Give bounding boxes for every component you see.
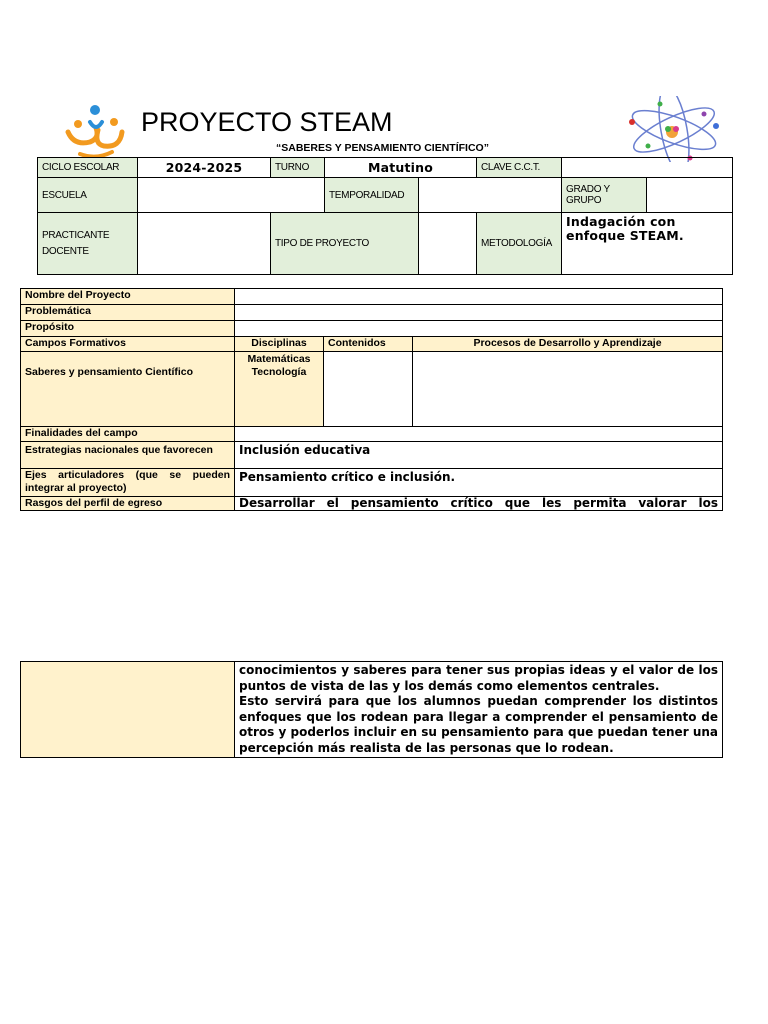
metodologia-label: METODOLOGÍA <box>477 213 562 275</box>
disciplinas-value <box>235 352 324 427</box>
rasgos-value-continuation <box>235 662 723 758</box>
ciclo-escolar-label: CICLO ESCOLAR <box>38 158 138 178</box>
estrategias-label: Estrategias nacionales que favorecen <box>21 442 235 469</box>
temporalidad-value[interactable] <box>419 178 562 213</box>
procesos-value[interactable] <box>413 352 723 427</box>
grado-grupo-value[interactable] <box>647 178 733 213</box>
turno-label: TURNO <box>271 158 325 178</box>
finalidades-value[interactable] <box>235 427 723 442</box>
contenidos-value[interactable] <box>324 352 413 427</box>
temporalidad-label: TEMPORALIDAD <box>325 178 419 213</box>
problematica-label: Problemática <box>21 305 235 321</box>
disciplina-tecnologia: Tecnología <box>251 366 307 378</box>
grado-grupo-label: GRADO Y GRUPO <box>562 178 647 213</box>
metodologia-value: Indagación con enfoque STEAM. <box>562 213 733 275</box>
ejes-label: Ejes articuladores (que se pueden integrar al proyecto) <box>21 469 235 497</box>
turno-value: Matutino <box>325 158 477 178</box>
nombre-proyecto-label: Nombre del Proyecto <box>21 289 235 305</box>
project-table <box>20 288 723 511</box>
rasgos-paragraph-2: Esto servirá para que los alumnos puedan comprender los distintos enfoques que los rodean para llegar a comprender el pensamiento de otros y poderlos incluir en su pensamiento para que puedan tener una percepción más realista de las personas que lo rodean. <box>239 694 718 755</box>
ejes-value: Pensamiento crítico e inclusión. <box>235 469 723 497</box>
page-subtitle: “SABERES Y PENSAMIENTO CIENTÍFICO” <box>276 142 489 154</box>
clave-cct-value[interactable] <box>562 158 733 178</box>
estrategias-value: Inclusión educativa <box>235 442 723 469</box>
escuela-value[interactable] <box>138 178 325 213</box>
proposito-value[interactable] <box>235 321 723 337</box>
atom-logo-icon <box>624 96 724 162</box>
practicante-docente-value[interactable] <box>138 213 271 275</box>
finalidades-label: Finalidades del campo <box>21 427 235 442</box>
tipo-proyecto-value[interactable] <box>419 213 477 275</box>
campos-formativos-label: Campos Formativos <box>21 337 235 352</box>
ciclo-escolar-value: 2024-2025 <box>138 158 271 178</box>
rasgos-value-line1: Desarrollar el pensamiento crítico que les permita valorar los <box>235 497 723 511</box>
rasgos-label: Rasgos del perfil de egreso <box>21 497 235 511</box>
proposito-label: Propósito <box>21 321 235 337</box>
rasgos-paragraph-1: conocimientos y saberes para tener sus propias ideas y el valor de los puntos de vista de las y los demás como elementos centrales. <box>239 663 718 693</box>
page-title: PROYECTO STEAM <box>141 107 393 137</box>
disciplina-matematicas: Matemáticas <box>247 353 311 365</box>
practicante-docente-label: PRACTICANTE DOCENTE <box>38 213 138 275</box>
clave-cct-label: CLAVE C.C.T. <box>477 158 562 178</box>
contenidos-label: Contenidos <box>324 337 413 352</box>
procesos-label: Procesos de Desarrollo y Aprendizaje <box>413 337 723 352</box>
project-table-continuation <box>20 661 723 758</box>
nombre-proyecto-value[interactable] <box>235 289 723 305</box>
info-table <box>37 157 733 275</box>
problematica-value[interactable] <box>235 305 723 321</box>
tipo-proyecto-label: TIPO DE PROYECTO <box>271 213 419 275</box>
disciplinas-label: Disciplinas <box>235 337 324 352</box>
rasgos-label-continuation <box>21 662 235 758</box>
saberes-label: Saberes y pensamiento Científico <box>21 352 235 427</box>
escuela-label: ESCUELA <box>38 178 138 213</box>
people-logo-icon <box>60 102 132 160</box>
